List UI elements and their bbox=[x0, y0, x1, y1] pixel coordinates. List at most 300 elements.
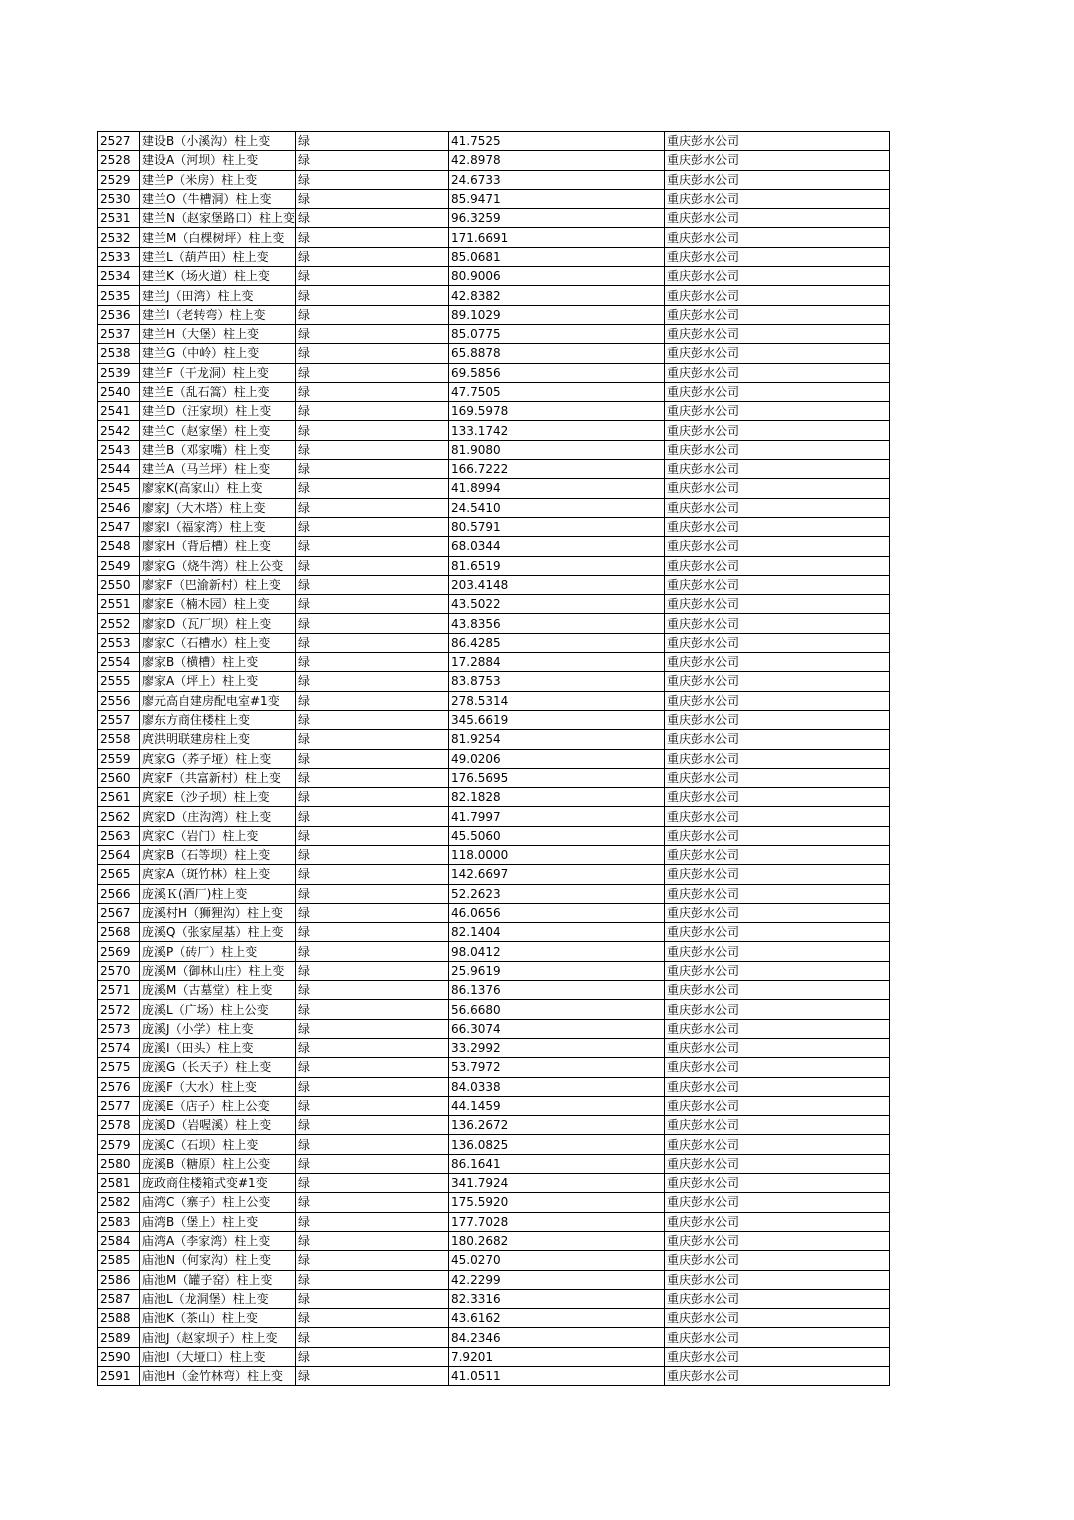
transformer-name-cell: 庙池H（金竹林弯）柱上变 bbox=[140, 1367, 296, 1386]
table-row bbox=[98, 228, 890, 247]
company-cell: 重庆彭水公司 bbox=[664, 672, 889, 691]
company-cell: 重庆彭水公司 bbox=[664, 865, 889, 884]
status-color-cell: 绿 bbox=[295, 691, 448, 710]
table-row bbox=[98, 595, 890, 614]
row-number-cell: 2565 bbox=[98, 865, 140, 884]
table-row bbox=[98, 537, 890, 556]
value-cell: 41.8994 bbox=[448, 479, 664, 498]
transformer-name-cell: 庙湾B（堡上）柱上变 bbox=[140, 1212, 296, 1231]
value-cell: 166.7222 bbox=[448, 460, 664, 479]
row-number-cell: 2572 bbox=[98, 1000, 140, 1019]
row-number-cell: 2544 bbox=[98, 460, 140, 479]
table-row bbox=[98, 382, 890, 401]
transformer-name-cell: 庞溪村H（狮狸沟）柱上变 bbox=[140, 903, 296, 922]
company-cell: 重庆彭水公司 bbox=[664, 1251, 889, 1270]
status-color-cell: 绿 bbox=[295, 1038, 448, 1057]
row-number-cell: 2541 bbox=[98, 402, 140, 421]
company-cell: 重庆彭水公司 bbox=[664, 710, 889, 729]
company-cell: 重庆彭水公司 bbox=[664, 1058, 889, 1077]
value-cell: 69.5856 bbox=[448, 363, 664, 382]
value-cell: 81.9080 bbox=[448, 440, 664, 459]
company-cell: 重庆彭水公司 bbox=[664, 1135, 889, 1154]
status-color-cell: 绿 bbox=[295, 132, 448, 151]
transformer-name-cell: 建兰F（干龙洞）柱上变 bbox=[140, 363, 296, 382]
row-number-cell: 2550 bbox=[98, 575, 140, 594]
row-number-cell: 2588 bbox=[98, 1309, 140, 1328]
table-row bbox=[98, 1193, 890, 1212]
company-cell: 重庆彭水公司 bbox=[664, 247, 889, 266]
row-number-cell: 2562 bbox=[98, 807, 140, 826]
table-row bbox=[98, 730, 890, 749]
company-cell: 重庆彭水公司 bbox=[664, 1328, 889, 1347]
status-color-cell: 绿 bbox=[295, 1154, 448, 1173]
company-cell: 重庆彭水公司 bbox=[664, 1367, 889, 1386]
company-cell: 重庆彭水公司 bbox=[664, 209, 889, 228]
table-row bbox=[98, 1309, 890, 1328]
transformer-name-cell: 庞溪Ｋ(酒厂)柱上变 bbox=[140, 884, 296, 903]
table-row bbox=[98, 1000, 890, 1019]
row-number-cell: 2548 bbox=[98, 537, 140, 556]
value-cell: 42.2299 bbox=[448, 1270, 664, 1289]
row-number-cell: 2535 bbox=[98, 286, 140, 305]
table-row bbox=[98, 1096, 890, 1115]
row-number-cell: 2546 bbox=[98, 498, 140, 517]
table-row bbox=[98, 768, 890, 787]
company-cell: 重庆彭水公司 bbox=[664, 923, 889, 942]
row-number-cell: 2536 bbox=[98, 305, 140, 324]
transformer-name-cell: 建兰E（乱石篙）柱上变 bbox=[140, 382, 296, 401]
status-color-cell: 绿 bbox=[295, 402, 448, 421]
row-number-cell: 2540 bbox=[98, 382, 140, 401]
value-cell: 66.3074 bbox=[448, 1019, 664, 1038]
table-row bbox=[98, 1116, 890, 1135]
value-cell: 43.8356 bbox=[448, 614, 664, 633]
status-color-cell: 绿 bbox=[295, 382, 448, 401]
table-row bbox=[98, 324, 890, 343]
transformer-name-cell: 庞政商住楼箱式变#1变 bbox=[140, 1174, 296, 1193]
company-cell: 重庆彭水公司 bbox=[664, 826, 889, 845]
transformer-name-cell: 建兰O（牛槽洞）柱上变 bbox=[140, 189, 296, 208]
row-number-cell: 2590 bbox=[98, 1347, 140, 1366]
status-color-cell: 绿 bbox=[295, 903, 448, 922]
row-number-cell: 2537 bbox=[98, 324, 140, 343]
value-cell: 136.2672 bbox=[448, 1116, 664, 1135]
transformer-name-cell: 廖家J（大木塔）柱上变 bbox=[140, 498, 296, 517]
value-cell: 86.1641 bbox=[448, 1154, 664, 1173]
company-cell: 重庆彭水公司 bbox=[664, 305, 889, 324]
table-row bbox=[98, 942, 890, 961]
status-color-cell: 绿 bbox=[295, 1116, 448, 1135]
company-cell: 重庆彭水公司 bbox=[664, 556, 889, 575]
table-row bbox=[98, 517, 890, 536]
value-cell: 84.0338 bbox=[448, 1077, 664, 1096]
table-row bbox=[98, 1347, 890, 1366]
table-row bbox=[98, 1077, 890, 1096]
status-color-cell: 绿 bbox=[295, 363, 448, 382]
status-color-cell: 绿 bbox=[295, 672, 448, 691]
value-cell: 41.7525 bbox=[448, 132, 664, 151]
status-color-cell: 绿 bbox=[295, 653, 448, 672]
row-number-cell: 2576 bbox=[98, 1077, 140, 1096]
value-cell: 56.6680 bbox=[448, 1000, 664, 1019]
transformer-name-cell: 廖家C（石槽水）柱上变 bbox=[140, 633, 296, 652]
status-color-cell: 绿 bbox=[295, 595, 448, 614]
table-row bbox=[98, 923, 890, 942]
transformer-name-cell: 庙池I（大垭口）柱上变 bbox=[140, 1347, 296, 1366]
status-color-cell: 绿 bbox=[295, 845, 448, 864]
value-cell: 278.5314 bbox=[448, 691, 664, 710]
row-number-cell: 2564 bbox=[98, 845, 140, 864]
data-table bbox=[97, 131, 890, 1386]
row-number-cell: 2560 bbox=[98, 768, 140, 787]
table-row bbox=[98, 267, 890, 286]
table-row bbox=[98, 402, 890, 421]
row-number-cell: 2578 bbox=[98, 1116, 140, 1135]
status-color-cell: 绿 bbox=[295, 556, 448, 575]
company-cell: 重庆彭水公司 bbox=[664, 691, 889, 710]
transformer-name-cell: 建兰M（白棵树坪）柱上变 bbox=[140, 228, 296, 247]
company-cell: 重庆彭水公司 bbox=[664, 402, 889, 421]
row-number-cell: 2558 bbox=[98, 730, 140, 749]
transformer-name-cell: 庹家F（共富新村）柱上变 bbox=[140, 768, 296, 787]
value-cell: 46.0656 bbox=[448, 903, 664, 922]
value-cell: 180.2682 bbox=[448, 1231, 664, 1250]
table-row bbox=[98, 788, 890, 807]
row-number-cell: 2530 bbox=[98, 189, 140, 208]
transformer-name-cell: 庙池M（罐子窑）柱上变 bbox=[140, 1270, 296, 1289]
row-number-cell: 2547 bbox=[98, 517, 140, 536]
transformer-name-cell: 庙池L（龙洞堡）柱上变 bbox=[140, 1289, 296, 1308]
status-color-cell: 绿 bbox=[295, 710, 448, 729]
transformer-name-cell: 建兰B（邓家嘴）柱上变 bbox=[140, 440, 296, 459]
value-cell: 42.8978 bbox=[448, 151, 664, 170]
company-cell: 重庆彭水公司 bbox=[664, 440, 889, 459]
row-number-cell: 2549 bbox=[98, 556, 140, 575]
company-cell: 重庆彭水公司 bbox=[664, 1193, 889, 1212]
status-color-cell: 绿 bbox=[295, 324, 448, 343]
status-color-cell: 绿 bbox=[295, 1174, 448, 1193]
value-cell: 43.5022 bbox=[448, 595, 664, 614]
status-color-cell: 绿 bbox=[295, 1309, 448, 1328]
transformer-name-cell: 庹家C（岩门）柱上变 bbox=[140, 826, 296, 845]
row-number-cell: 2552 bbox=[98, 614, 140, 633]
row-number-cell: 2573 bbox=[98, 1019, 140, 1038]
table-row bbox=[98, 826, 890, 845]
transformer-name-cell: 庞溪P（砖厂）柱上变 bbox=[140, 942, 296, 961]
row-number-cell: 2571 bbox=[98, 981, 140, 1000]
company-cell: 重庆彭水公司 bbox=[664, 479, 889, 498]
company-cell: 重庆彭水公司 bbox=[664, 498, 889, 517]
transformer-name-cell: 建兰N（赵家堡路口）柱上变 bbox=[140, 209, 296, 228]
value-cell: 81.9254 bbox=[448, 730, 664, 749]
row-number-cell: 2528 bbox=[98, 151, 140, 170]
value-cell: 89.1029 bbox=[448, 305, 664, 324]
company-cell: 重庆彭水公司 bbox=[664, 653, 889, 672]
transformer-name-cell: 廖家I（福家湾）柱上变 bbox=[140, 517, 296, 536]
table-row bbox=[98, 247, 890, 266]
table-row bbox=[98, 1328, 890, 1347]
row-number-cell: 2538 bbox=[98, 344, 140, 363]
transformer-name-cell: 庞溪Q（张家屋基）柱上变 bbox=[140, 923, 296, 942]
table-row bbox=[98, 653, 890, 672]
transformer-name-cell: 建兰G（中岭）柱上变 bbox=[140, 344, 296, 363]
row-number-cell: 2527 bbox=[98, 132, 140, 151]
transformer-name-cell: 庞溪D（岩喔溪）柱上变 bbox=[140, 1116, 296, 1135]
status-color-cell: 绿 bbox=[295, 460, 448, 479]
value-cell: 52.2623 bbox=[448, 884, 664, 903]
company-cell: 重庆彭水公司 bbox=[664, 595, 889, 614]
value-cell: 83.8753 bbox=[448, 672, 664, 691]
company-cell: 重庆彭水公司 bbox=[664, 228, 889, 247]
transformer-name-cell: 廖家A（坪上）柱上变 bbox=[140, 672, 296, 691]
company-cell: 重庆彭水公司 bbox=[664, 382, 889, 401]
company-cell: 重庆彭水公司 bbox=[664, 1096, 889, 1115]
status-color-cell: 绿 bbox=[295, 768, 448, 787]
value-cell: 84.2346 bbox=[448, 1328, 664, 1347]
company-cell: 重庆彭水公司 bbox=[664, 981, 889, 1000]
status-color-cell: 绿 bbox=[295, 1347, 448, 1366]
row-number-cell: 2577 bbox=[98, 1096, 140, 1115]
status-color-cell: 绿 bbox=[295, 170, 448, 189]
table-row bbox=[98, 1231, 890, 1250]
value-cell: 82.1828 bbox=[448, 788, 664, 807]
value-cell: 86.1376 bbox=[448, 981, 664, 1000]
value-cell: 169.5978 bbox=[448, 402, 664, 421]
status-color-cell: 绿 bbox=[295, 537, 448, 556]
company-cell: 重庆彭水公司 bbox=[664, 788, 889, 807]
row-number-cell: 2575 bbox=[98, 1058, 140, 1077]
row-number-cell: 2582 bbox=[98, 1193, 140, 1212]
value-cell: 171.6691 bbox=[448, 228, 664, 247]
transformer-name-cell: 建兰K（场火道）柱上变 bbox=[140, 267, 296, 286]
status-color-cell: 绿 bbox=[295, 788, 448, 807]
table-row bbox=[98, 460, 890, 479]
value-cell: 53.7972 bbox=[448, 1058, 664, 1077]
status-color-cell: 绿 bbox=[295, 1019, 448, 1038]
table-row bbox=[98, 1174, 890, 1193]
value-cell: 49.0206 bbox=[448, 749, 664, 768]
value-cell: 85.9471 bbox=[448, 189, 664, 208]
table-row bbox=[98, 1367, 890, 1386]
status-color-cell: 绿 bbox=[295, 1212, 448, 1231]
table-row bbox=[98, 961, 890, 980]
transformer-name-cell: 庹家G（荞子垭）柱上变 bbox=[140, 749, 296, 768]
table-row bbox=[98, 1135, 890, 1154]
transformer-name-cell: 庙湾C（寨子）柱上公变 bbox=[140, 1193, 296, 1212]
table-row bbox=[98, 556, 890, 575]
table-row bbox=[98, 498, 890, 517]
status-color-cell: 绿 bbox=[295, 1289, 448, 1308]
row-number-cell: 2574 bbox=[98, 1038, 140, 1057]
table-row bbox=[98, 1251, 890, 1270]
status-color-cell: 绿 bbox=[295, 1135, 448, 1154]
status-color-cell: 绿 bbox=[295, 498, 448, 517]
value-cell: 142.6697 bbox=[448, 865, 664, 884]
status-color-cell: 绿 bbox=[295, 614, 448, 633]
status-color-cell: 绿 bbox=[295, 228, 448, 247]
status-color-cell: 绿 bbox=[295, 1270, 448, 1289]
transformer-name-cell: 庞溪G（长天子）柱上变 bbox=[140, 1058, 296, 1077]
transformer-name-cell: 庞溪B（糖原）柱上公变 bbox=[140, 1154, 296, 1173]
status-color-cell: 绿 bbox=[295, 807, 448, 826]
row-number-cell: 2561 bbox=[98, 788, 140, 807]
row-number-cell: 2556 bbox=[98, 691, 140, 710]
table-row bbox=[98, 1154, 890, 1173]
status-color-cell: 绿 bbox=[295, 749, 448, 768]
table-row bbox=[98, 421, 890, 440]
row-number-cell: 2554 bbox=[98, 653, 140, 672]
row-number-cell: 2555 bbox=[98, 672, 140, 691]
status-color-cell: 绿 bbox=[295, 865, 448, 884]
table-row bbox=[98, 691, 890, 710]
transformer-name-cell: 廖家G（烧牛湾）柱上公变 bbox=[140, 556, 296, 575]
row-number-cell: 2591 bbox=[98, 1367, 140, 1386]
table-row bbox=[98, 845, 890, 864]
status-color-cell: 绿 bbox=[295, 981, 448, 1000]
status-color-cell: 绿 bbox=[295, 1251, 448, 1270]
status-color-cell: 绿 bbox=[295, 1058, 448, 1077]
transformer-name-cell: 庙池N（何家沟）柱上变 bbox=[140, 1251, 296, 1270]
status-color-cell: 绿 bbox=[295, 247, 448, 266]
company-cell: 重庆彭水公司 bbox=[664, 730, 889, 749]
transformer-name-cell: 建设B（小溪沟）柱上变 bbox=[140, 132, 296, 151]
row-number-cell: 2568 bbox=[98, 923, 140, 942]
table-row bbox=[98, 981, 890, 1000]
status-color-cell: 绿 bbox=[295, 923, 448, 942]
table-row bbox=[98, 344, 890, 363]
company-cell: 重庆彭水公司 bbox=[664, 324, 889, 343]
company-cell: 重庆彭水公司 bbox=[664, 460, 889, 479]
company-cell: 重庆彭水公司 bbox=[664, 421, 889, 440]
transformer-name-cell: 廖元高自建房配电室#1变 bbox=[140, 691, 296, 710]
transformer-name-cell: 廖家F（巴渝新村）柱上变 bbox=[140, 575, 296, 594]
company-cell: 重庆彭水公司 bbox=[664, 1019, 889, 1038]
row-number-cell: 2581 bbox=[98, 1174, 140, 1193]
transformer-name-cell: 庙池J（赵家坝子）柱上变 bbox=[140, 1328, 296, 1347]
transformer-name-cell: 庞溪M（御林山庄）柱上变 bbox=[140, 961, 296, 980]
value-cell: 24.5410 bbox=[448, 498, 664, 517]
value-cell: 133.1742 bbox=[448, 421, 664, 440]
company-cell: 重庆彭水公司 bbox=[664, 170, 889, 189]
row-number-cell: 2567 bbox=[98, 903, 140, 922]
transformer-name-cell: 庹家B（石等坝）柱上变 bbox=[140, 845, 296, 864]
transformer-name-cell: 建兰H（大堡）柱上变 bbox=[140, 324, 296, 343]
status-color-cell: 绿 bbox=[295, 151, 448, 170]
table-row bbox=[98, 151, 890, 170]
table-row bbox=[98, 614, 890, 633]
status-color-cell: 绿 bbox=[295, 479, 448, 498]
transformer-name-cell: 建兰I（老转弯）柱上变 bbox=[140, 305, 296, 324]
table-row bbox=[98, 1212, 890, 1231]
status-color-cell: 绿 bbox=[295, 209, 448, 228]
value-cell: 25.9619 bbox=[448, 961, 664, 980]
status-color-cell: 绿 bbox=[295, 942, 448, 961]
table-row bbox=[98, 189, 890, 208]
company-cell: 重庆彭水公司 bbox=[664, 1077, 889, 1096]
company-cell: 重庆彭水公司 bbox=[664, 575, 889, 594]
table-row bbox=[98, 749, 890, 768]
transformer-name-cell: 建兰C（赵家堡）柱上变 bbox=[140, 421, 296, 440]
row-number-cell: 2551 bbox=[98, 595, 140, 614]
value-cell: 82.3316 bbox=[448, 1289, 664, 1308]
company-cell: 重庆彭水公司 bbox=[664, 942, 889, 961]
company-cell: 重庆彭水公司 bbox=[664, 151, 889, 170]
value-cell: 203.4148 bbox=[448, 575, 664, 594]
value-cell: 43.6162 bbox=[448, 1309, 664, 1328]
value-cell: 44.1459 bbox=[448, 1096, 664, 1115]
row-number-cell: 2559 bbox=[98, 749, 140, 768]
status-color-cell: 绿 bbox=[295, 826, 448, 845]
status-color-cell: 绿 bbox=[295, 517, 448, 536]
company-cell: 重庆彭水公司 bbox=[664, 537, 889, 556]
transformer-name-cell: 建兰P（米房）柱上变 bbox=[140, 170, 296, 189]
company-cell: 重庆彭水公司 bbox=[664, 749, 889, 768]
status-color-cell: 绿 bbox=[295, 1077, 448, 1096]
transformer-name-cell: 庹洪明联建房柱上变 bbox=[140, 730, 296, 749]
transformer-name-cell: 庞溪F（大水）柱上变 bbox=[140, 1077, 296, 1096]
table-row bbox=[98, 865, 890, 884]
row-number-cell: 2586 bbox=[98, 1270, 140, 1289]
company-cell: 重庆彭水公司 bbox=[664, 633, 889, 652]
value-cell: 85.0681 bbox=[448, 247, 664, 266]
company-cell: 重庆彭水公司 bbox=[664, 903, 889, 922]
row-number-cell: 2580 bbox=[98, 1154, 140, 1173]
company-cell: 重庆彭水公司 bbox=[664, 132, 889, 151]
table-row bbox=[98, 575, 890, 594]
table-row bbox=[98, 710, 890, 729]
table-row bbox=[98, 1058, 890, 1077]
company-cell: 重庆彭水公司 bbox=[664, 267, 889, 286]
table-row bbox=[98, 286, 890, 305]
company-cell: 重庆彭水公司 bbox=[664, 1000, 889, 1019]
company-cell: 重庆彭水公司 bbox=[664, 1116, 889, 1135]
value-cell: 41.0511 bbox=[448, 1367, 664, 1386]
value-cell: 80.5791 bbox=[448, 517, 664, 536]
row-number-cell: 2557 bbox=[98, 710, 140, 729]
value-cell: 33.2992 bbox=[448, 1038, 664, 1057]
value-cell: 85.0775 bbox=[448, 324, 664, 343]
row-number-cell: 2532 bbox=[98, 228, 140, 247]
transformer-name-cell: 庞溪E（店子）柱上公变 bbox=[140, 1096, 296, 1115]
row-number-cell: 2543 bbox=[98, 440, 140, 459]
value-cell: 98.0412 bbox=[448, 942, 664, 961]
row-number-cell: 2533 bbox=[98, 247, 140, 266]
value-cell: 80.9006 bbox=[448, 267, 664, 286]
table-row bbox=[98, 903, 890, 922]
company-cell: 重庆彭水公司 bbox=[664, 1231, 889, 1250]
value-cell: 24.6733 bbox=[448, 170, 664, 189]
row-number-cell: 2566 bbox=[98, 884, 140, 903]
row-number-cell: 2585 bbox=[98, 1251, 140, 1270]
company-cell: 重庆彭水公司 bbox=[664, 1174, 889, 1193]
value-cell: 177.7028 bbox=[448, 1212, 664, 1231]
status-color-cell: 绿 bbox=[295, 1096, 448, 1115]
transformer-name-cell: 庞溪L（广场）柱上公变 bbox=[140, 1000, 296, 1019]
transformer-name-cell: 庙池K（茶山）柱上变 bbox=[140, 1309, 296, 1328]
company-cell: 重庆彭水公司 bbox=[664, 768, 889, 787]
value-cell: 45.5060 bbox=[448, 826, 664, 845]
table-row bbox=[98, 1270, 890, 1289]
table-row bbox=[98, 209, 890, 228]
value-cell: 345.6619 bbox=[448, 710, 664, 729]
value-cell: 7.9201 bbox=[448, 1347, 664, 1366]
status-color-cell: 绿 bbox=[295, 633, 448, 652]
transformer-name-cell: 廖东方商住楼柱上变 bbox=[140, 710, 296, 729]
value-cell: 41.7997 bbox=[448, 807, 664, 826]
row-number-cell: 2542 bbox=[98, 421, 140, 440]
company-cell: 重庆彭水公司 bbox=[664, 1038, 889, 1057]
company-cell: 重庆彭水公司 bbox=[664, 1309, 889, 1328]
